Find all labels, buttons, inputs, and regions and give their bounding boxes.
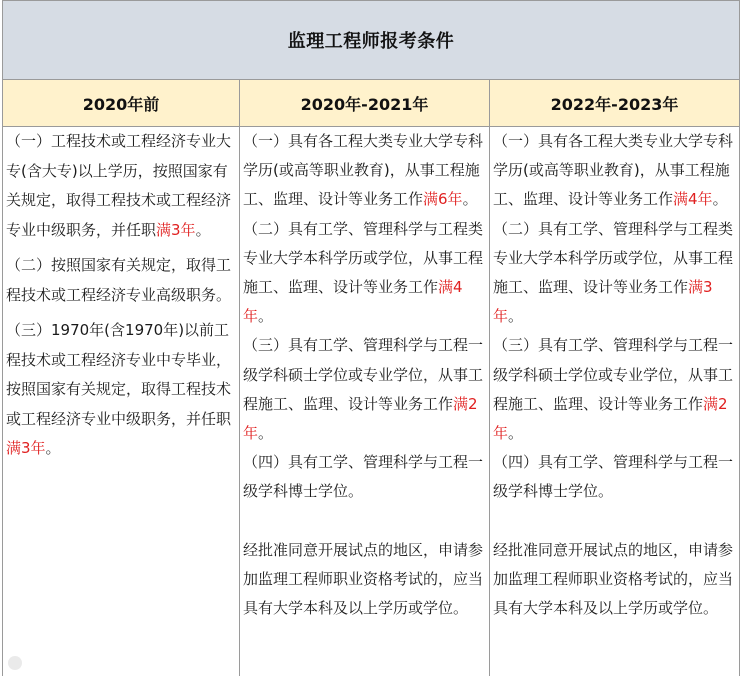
table-title: 监理工程师报考条件 bbox=[3, 1, 739, 80]
col3-duration-2: 满3年 bbox=[493, 278, 713, 326]
col3-duration-1: 满4年 bbox=[673, 190, 713, 209]
col2-condition-1: （一）具有各工程大类专业大学专科学历(或高等职业教育)，从事工程施工、监理、设计等业务工作满6年。 bbox=[243, 132, 484, 209]
col2-condition-4: （四）具有工学、管理科学与工程一级学科博士学位。 bbox=[243, 453, 484, 501]
col3-condition-3: （三）具有工学、管理科学与工程一级学科硕士学位或专业学位，从事工程施工、监理、设计等业务工作满2年。 bbox=[493, 336, 734, 443]
column-2020-2021 bbox=[240, 127, 490, 676]
col3-condition-4: （四）具有工学、管理科学与工程一级学科博士学位。 bbox=[493, 453, 734, 501]
col2-condition-3: （三）具有工学、管理科学与工程一级学科硕士学位或专业学位，从事工程施工、监理、设计等业务工作满2年。 bbox=[243, 336, 484, 443]
col2-duration-3: 满2年 bbox=[243, 394, 478, 443]
header-row bbox=[3, 80, 739, 127]
body-row bbox=[3, 127, 739, 676]
col3-condition-1: （一）具有各工程大类专业大学专科学历(或高等职业教育)，从事工程施工、监理、设计等业务工作满4年。 bbox=[493, 132, 734, 209]
col3-pilot-note: 经批准同意开展试点的地区，申请参加监理工程师职业资格考试的，应当具有大学本科及以上学历或学位。 bbox=[493, 540, 734, 618]
col2-condition-2: （二）具有工学、管理科学与工程类专业大学本科学历或学位，从事工程施工、监理、设计等业务工作满4年。 bbox=[243, 219, 484, 326]
col1-condition-1: （一）工程技术或工程经济专业大专(含大专)以上学历，按照国家有关规定，取得工程技术或工程经济专业中级职务，并任职满3年。 bbox=[6, 132, 232, 239]
column-2022-2023 bbox=[490, 127, 739, 676]
col1-condition-3: （三）1970年(含1970年)以前工程技术或工程经济专业中专毕业，按照国家有关规定，取得工程技术或工程经济专业中级职务，并任职满3年。 bbox=[6, 321, 232, 457]
col1-duration-highlight-2: 满3年 bbox=[6, 439, 46, 457]
col1-condition-2: （二）按照国家有关规定，取得工程技术或工程经济专业高级职务。 bbox=[6, 256, 232, 304]
col2-duration-1: 满6年 bbox=[423, 190, 463, 209]
col1-duration-highlight: 满3年 bbox=[156, 220, 196, 239]
header-2022-2023: 2022年-2023年 bbox=[550, 94, 679, 114]
col2-duration-2: 满4年 bbox=[243, 278, 463, 326]
col3-condition-2: （二）具有工学、管理科学与工程类专业大学本科学历或学位，从事工程施工、监理、设计等业务工作满3年。 bbox=[493, 219, 734, 326]
watermark-icon bbox=[8, 656, 22, 670]
requirements-table bbox=[2, 0, 740, 676]
col2-pilot-note: 经批准同意开展试点的地区，申请参加监理工程师职业资格考试的，应当具有大学本科及以上学历或学位。 bbox=[243, 540, 484, 618]
column-before-2020 bbox=[3, 127, 240, 676]
header-2020-2021: 2020年-2021年 bbox=[240, 80, 490, 126]
col3-duration-3: 满2年 bbox=[493, 394, 728, 443]
header-before-2020: 2020年前 bbox=[3, 80, 240, 126]
